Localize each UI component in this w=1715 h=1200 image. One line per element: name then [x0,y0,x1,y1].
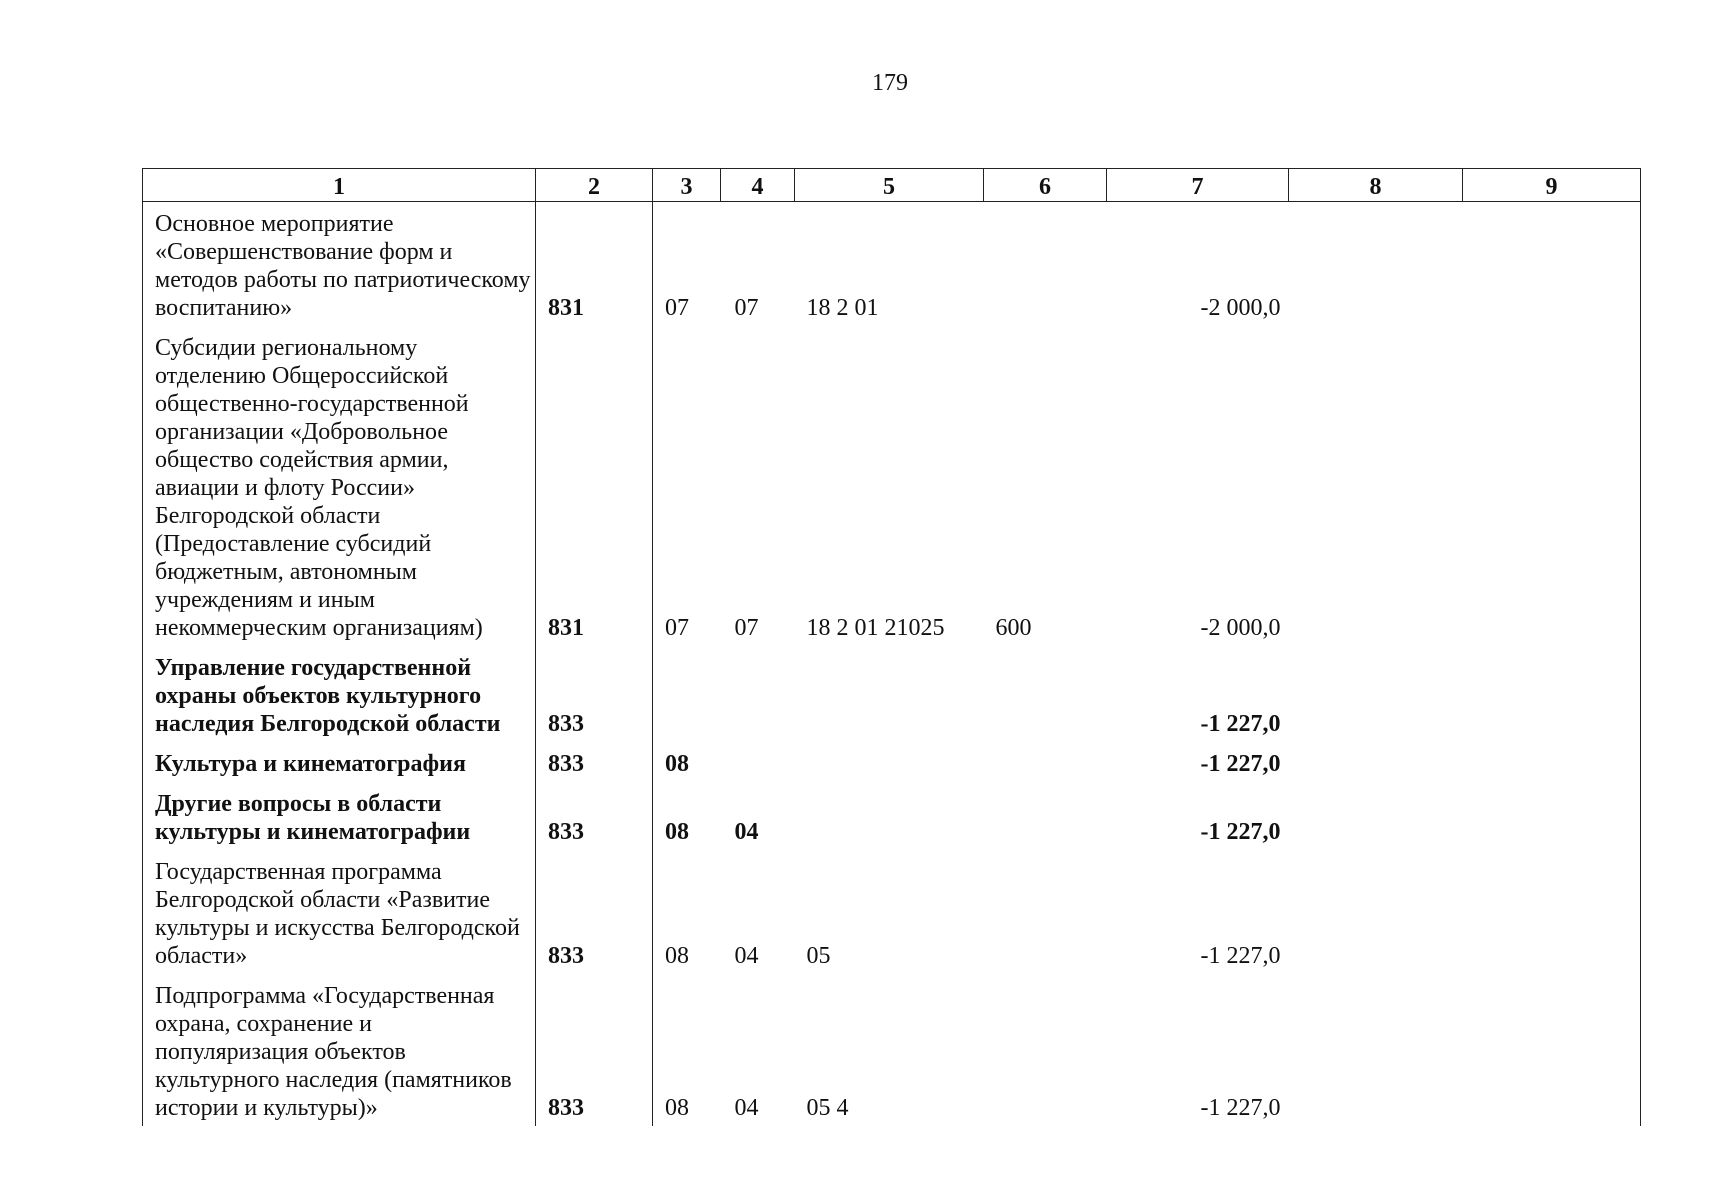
row-expense-type [984,646,1107,742]
row-subsection: 04 [734,943,759,969]
table-body [143,202,1641,1127]
header-col-2: 2 [536,169,653,202]
row-col-8 [1289,850,1463,974]
table-row [143,646,1641,742]
row-description: Другие вопросы в области культуры и кинематографии [143,782,536,850]
row-amount: -1 227,0 [1200,1095,1281,1121]
row-target-article: 18 2 01 [806,295,879,321]
table-row [143,202,1641,327]
page-number: 179 [872,70,908,96]
row-amount: -1 227,0 [1200,751,1281,777]
header-col-6: 6 [984,169,1107,202]
row-section: 07 [665,295,689,321]
header-col-9: 9 [1463,169,1641,202]
row-target-article: 05 [806,943,831,969]
row-description: Подпрограмма «Государственная охрана, сохранение и популяризация объектов культурного наследия (памятников истории и культуры)» [143,974,536,1126]
header-col-1: 1 [143,169,536,202]
row-subsection: 07 [734,295,759,321]
row-amount: -2 000,0 [1200,615,1281,641]
row-target-article: 18 2 01 21025 [806,615,945,641]
row-expense-type [984,974,1107,1126]
table-row [143,742,1641,782]
row-ministry-code: 831 [536,202,653,327]
header-col-7: 7 [1107,169,1289,202]
row-amount: -1 227,0 [1200,943,1281,969]
row-col-8 [1289,646,1463,742]
row-col-9 [1463,974,1641,1126]
row-subsection: 07 [734,615,759,641]
row-target-article: 05 4 [806,1095,849,1121]
row-col-9 [1463,782,1641,850]
row-expense-type [984,202,1107,327]
row-col-8 [1289,974,1463,1126]
row-ministry-code: 833 [536,850,653,974]
row-description: Основное мероприятие «Совершенствование форм и методов работы по патриотическому воспитанию» [143,202,536,327]
row-amount: -1 227,0 [1200,819,1281,845]
row-target-article [795,782,984,850]
row-section: 07 [665,615,689,641]
header-col-5: 5 [795,169,984,202]
row-ministry-code: 833 [536,782,653,850]
row-expense-type [984,850,1107,974]
row-description: Культура и кинематография [143,742,536,782]
row-description: Государственная программа Белгородской области «Развитие культуры и искусства Белгородской области» [143,850,536,974]
row-target-article [795,646,984,742]
row-expense-type [984,742,1107,782]
row-col-8 [1289,782,1463,850]
header-row [143,169,1641,202]
row-section: 08 [665,751,689,777]
table-row [143,782,1641,850]
row-target-article [795,742,984,782]
budget-table-container [142,168,1640,1121]
header-col-4: 4 [721,169,795,202]
row-ministry-code: 833 [536,742,653,782]
budget-table [142,168,1641,1126]
row-subsection: 04 [734,1095,759,1121]
row-col-9 [1463,326,1641,646]
row-ministry-code: 833 [536,646,653,742]
row-expense-type: 600 [995,615,1032,641]
row-col-9 [1463,646,1641,742]
row-subsection: 04 [734,819,759,845]
row-subsection [721,742,795,782]
row-col-9 [1463,742,1641,782]
row-col-8 [1289,326,1463,646]
header-col-3: 3 [653,169,721,202]
row-col-8 [1289,742,1463,782]
header-col-8: 8 [1289,169,1463,202]
row-section: 08 [665,819,689,845]
row-col-8 [1289,202,1463,327]
row-expense-type [984,782,1107,850]
row-ministry-code: 831 [536,326,653,646]
row-description: Управление государственной охраны объектов культурного наследия Белгородской области [143,646,536,742]
row-description: Субсидии региональному отделению Общероссийской общественно-государственной организации «Добровольное общество содействия армии, авиации и флоту России» Белгородской области (Предоставление субсидий бюджетным, автономным учреждениям и иным некоммерческим организациям) [143,326,536,646]
row-amount: -1 227,0 [1200,711,1281,737]
row-ministry-code: 833 [536,974,653,1126]
table-row [143,974,1641,1126]
row-section: 08 [665,943,689,969]
row-col-9 [1463,202,1641,327]
table-row [143,850,1641,974]
row-amount: -2 000,0 [1200,295,1281,321]
row-section [653,646,721,742]
row-col-9 [1463,850,1641,974]
table-row [143,326,1641,646]
row-subsection [721,646,795,742]
row-section: 08 [665,1095,689,1121]
